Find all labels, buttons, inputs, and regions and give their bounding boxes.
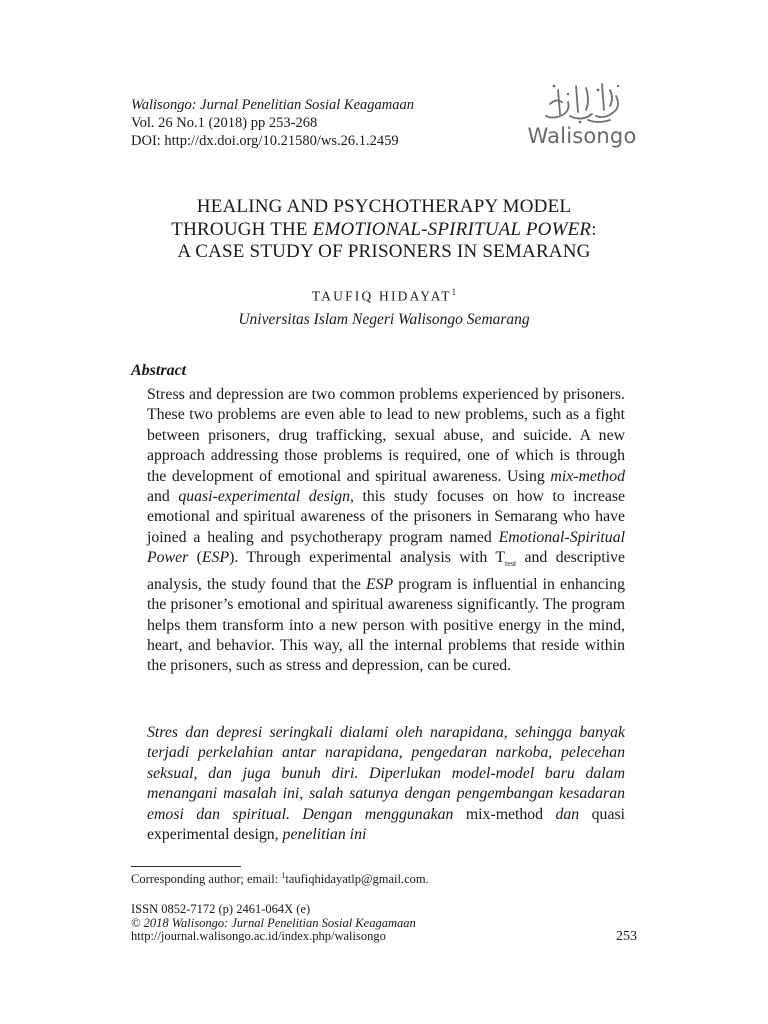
affiliation: Universitas Islam Negeri Walisongo Semarang [238, 311, 530, 328]
title-line-3: A CASE STUDY OF PRISONERS IN SEMARANG [177, 241, 591, 262]
footnote-email: taufiqhidayatlp@gmail.com. [285, 872, 429, 887]
abstract-text: ). Through experimental analysis with T [229, 549, 506, 567]
abstract-heading: Abstract [131, 362, 187, 379]
journal-volume: Vol. 26 No.1 (2018) pp 253-268 [131, 115, 318, 131]
abstract-text: program is influential in enhancing the prisoner’s emotional and spiritual awareness significantly. The program helps them transform into a new person with positive energy in the mind, heart, and behavior. This way, all the internal problems that reside within the prisoners, such as stress and depression, can be cured. [147, 575, 625, 675]
abstract-emphasis: mix-method [550, 467, 625, 485]
footnote-marker: 1 [281, 871, 286, 880]
abstract-text: ( [188, 549, 202, 567]
abstract-text: Stress and depression are two common problems experienced by prisoners. These two problems are even able to lead to new problems, such as a fight between prisoners, drug trafficking, sexual abuse, and suicide. A new approach addressing those problems is required, one of which is through the development of emotional and spiritual awareness. Using [147, 386, 625, 485]
page-footer [131, 903, 416, 944]
footnote [131, 871, 429, 887]
journal-header [131, 96, 461, 150]
footnote-prefix: Corresponding author; email: [131, 872, 282, 887]
abstract-id-upright: mix-method [465, 805, 544, 823]
abstract-id-text: Stres dan depresi seringkali dialami oleh narapidana, sehingga banyak terjadi perkelahian antar narapidana, pengedaran narkoba, pelecehan seksual, dan juga bunuh diri. Diperlukan model-model baru dalam menangani masalah ini, salah satunya dengan pengembangan kesadaran emosi dan spiritual. Dengan menggunakan [147, 724, 625, 823]
author [120, 287, 648, 305]
paper-title [120, 196, 648, 264]
author-footnote-marker: 1 [451, 287, 457, 297]
abstract-text: , this study focuses on how to increase emotional and spiritual awareness of the prisoners in Semarang who have joined a healing and psychotherapy program named [147, 488, 626, 546]
logo-text: Walisongo [527, 124, 637, 148]
walisongo-logo [524, 80, 640, 156]
title-line-2-italic: EMOTIONAL-SPIRITUAL POWER [312, 218, 592, 240]
abstract-text: and descriptive analysis, the study found that the [147, 549, 625, 593]
title-line-2 [120, 219, 648, 242]
journal-name: Walisongo: Jurnal Penelitian Sosial Keagamaan [131, 97, 415, 113]
abstract-id-upright: quasi experimental design [147, 805, 625, 844]
title-line-2-prefix: THROUGH THE [171, 218, 313, 240]
abstract-emphasis: quasi-experimental design [178, 488, 351, 506]
abstract-id-text: , penelitian ini [274, 826, 367, 844]
footer-url: http://journal.walisongo.ac.id/index.php/walisongo [131, 929, 386, 944]
journal-doi: DOI: http://dx.doi.org/10.21580/ws.26.1.2459 [131, 133, 399, 149]
abstract-id-text: dan [543, 805, 592, 823]
abstract-english [147, 385, 625, 677]
abstract-subscript: test [505, 559, 517, 569]
page-number: 253 [616, 929, 637, 944]
title-line-2-suffix: : [591, 218, 597, 240]
abstract-text: and [147, 488, 179, 506]
abstract-emphasis: Emotional-Spiritual Power [147, 528, 625, 567]
arabic-calligraphy-logo-icon [540, 80, 624, 126]
footer-issn: ISSN 0852-7172 (p) 2461-064X (e) [131, 902, 311, 916]
abstract-emphasis: ESP [201, 549, 230, 567]
footnote-divider [131, 866, 241, 867]
title-line-1: HEALING AND PSYCHOTHERAPY MODEL [196, 196, 572, 217]
footer-copyright: © 2018 Walisongo: Jurnal Penelitian Sosial Keagamaan [131, 915, 416, 930]
abstract-emphasis: ESP [365, 575, 394, 593]
author-name: TAUFIQ HIDAYAT [311, 288, 452, 304]
abstract-indonesian [147, 723, 625, 845]
